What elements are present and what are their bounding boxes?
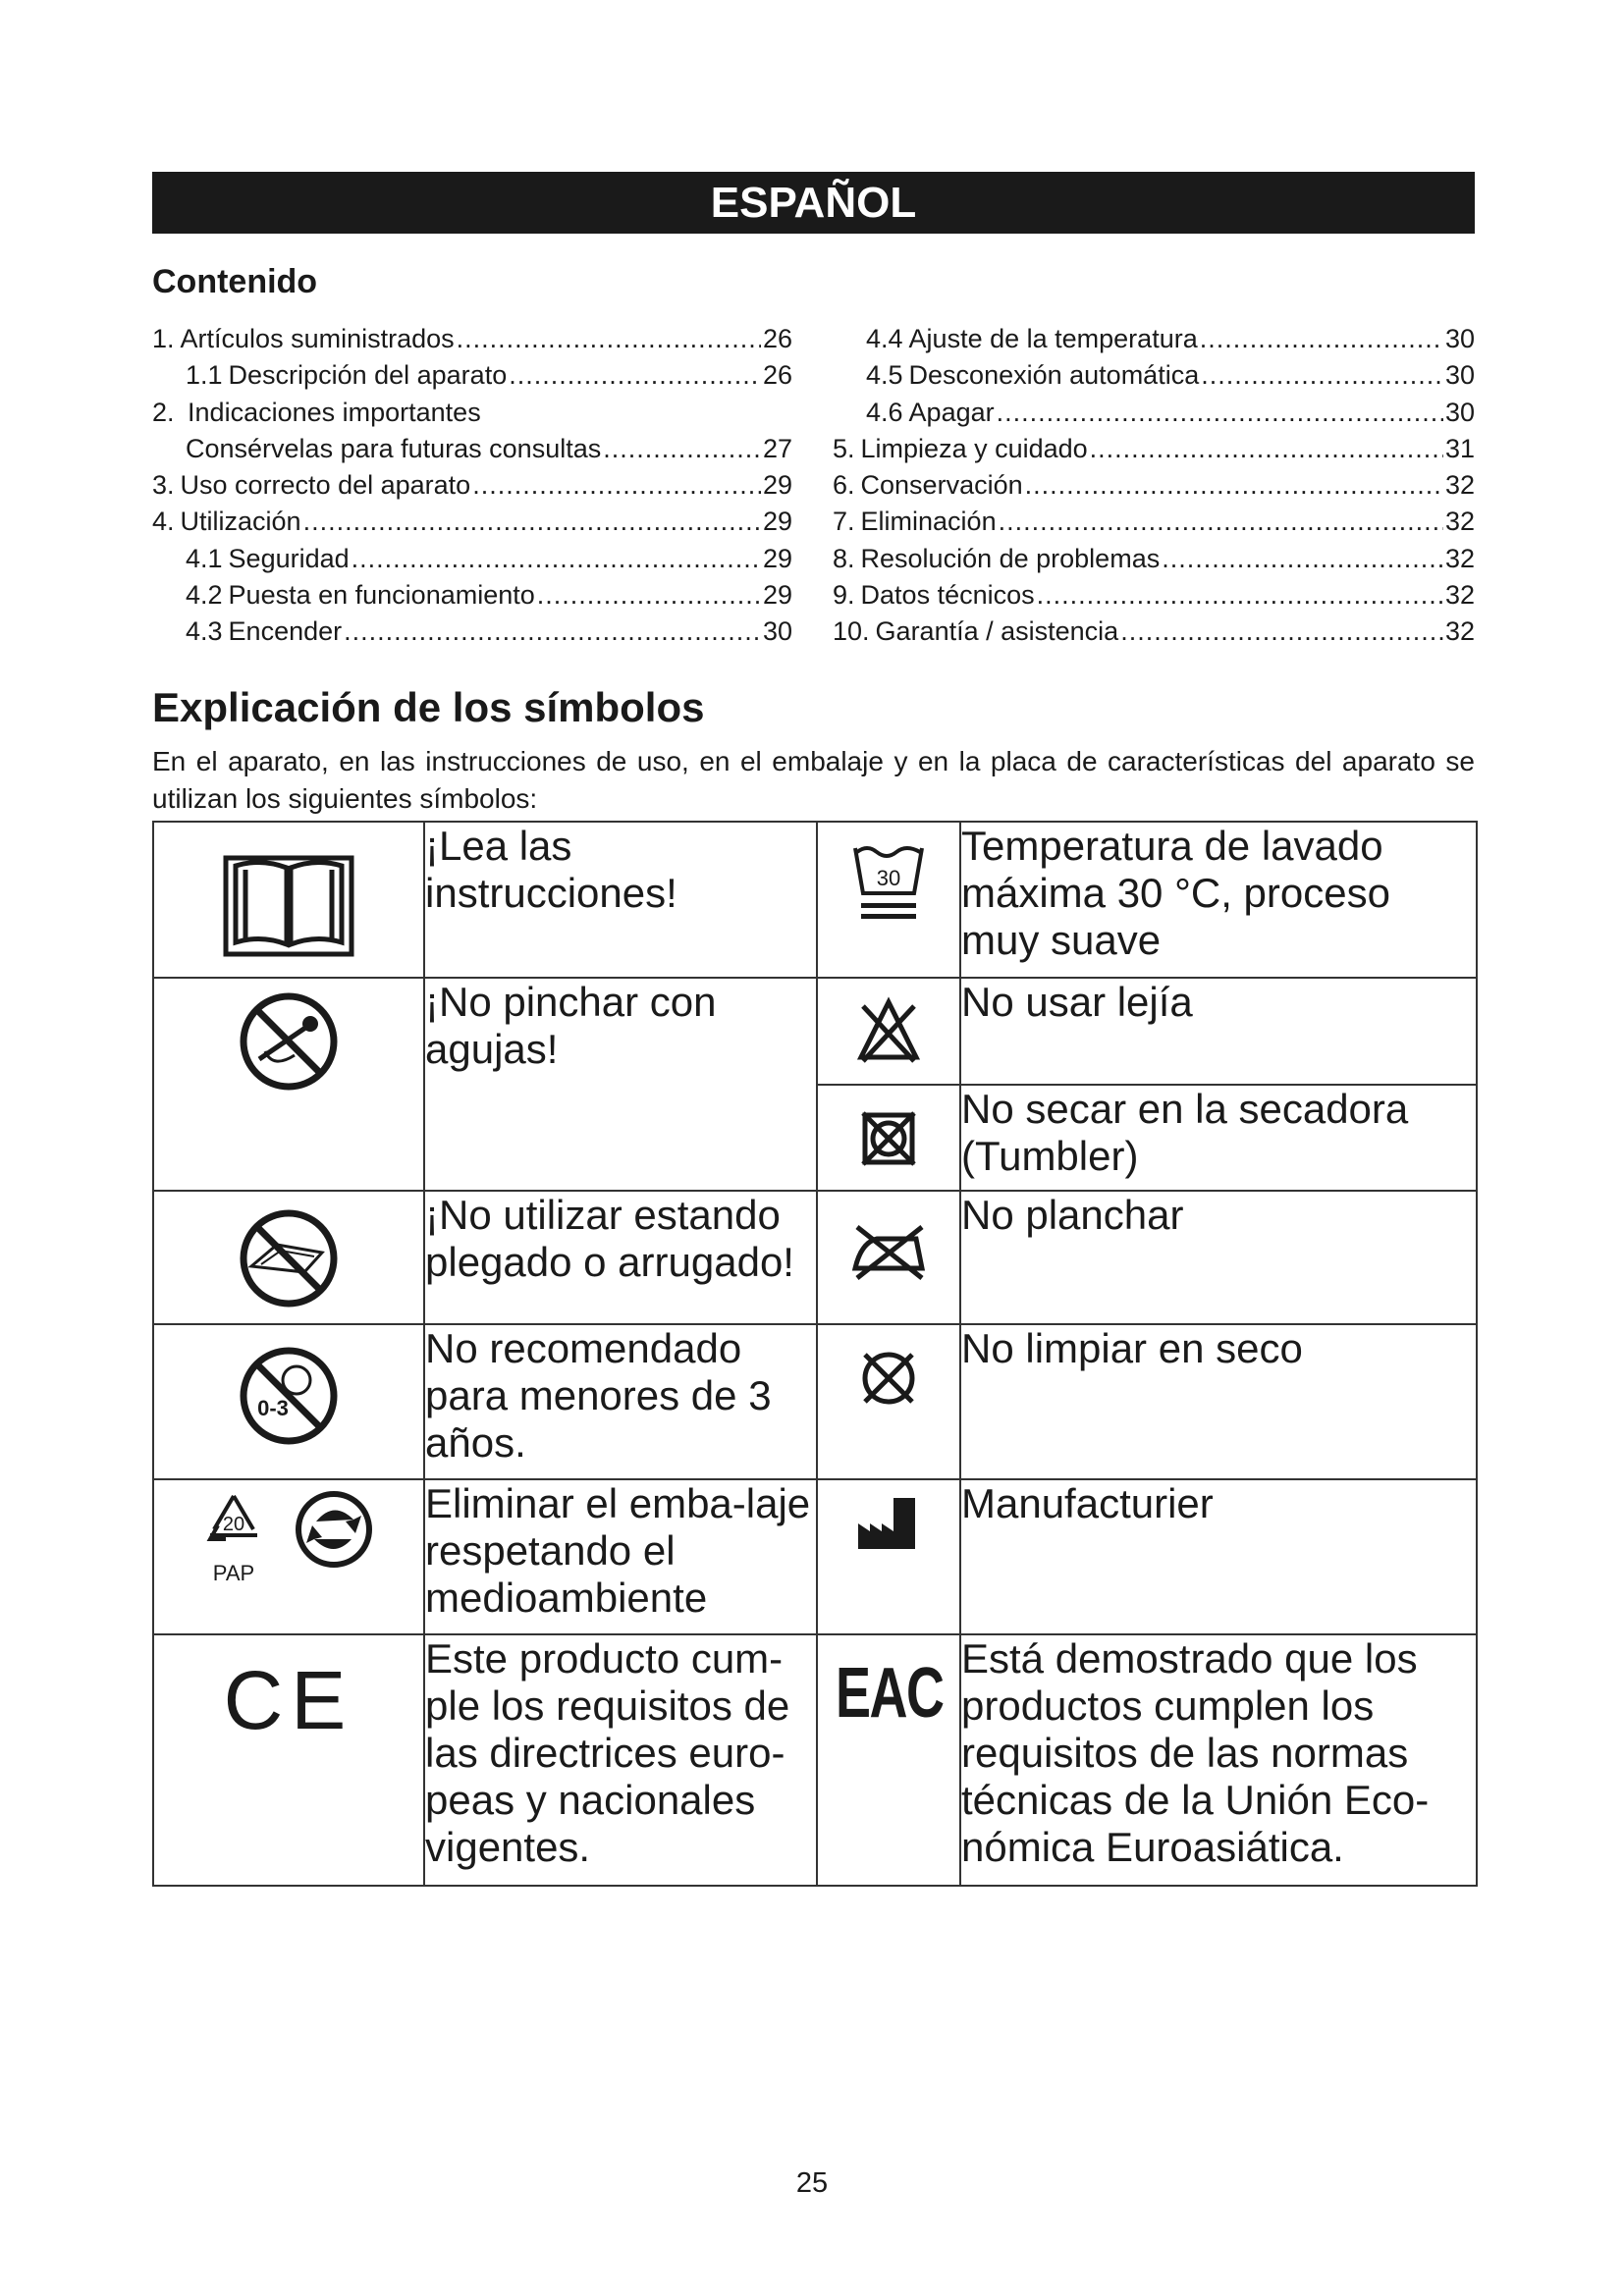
toc-entry xyxy=(152,470,792,507)
page-number: 25 xyxy=(795,2167,829,2199)
toc-entry xyxy=(833,470,1475,507)
toc-leader-dots xyxy=(1090,434,1443,464)
toc-entry-label: Conservación xyxy=(860,470,1023,501)
book-icon xyxy=(222,848,355,958)
toc-entry xyxy=(152,398,792,434)
symbols-table xyxy=(152,821,1478,1887)
toc-leader-dots xyxy=(1201,360,1443,391)
toc-leader-dots xyxy=(344,616,761,647)
toc-entry-label: Utilización xyxy=(180,507,301,537)
wash-30-icon xyxy=(851,838,926,933)
toc-entry-label: Garantía / asistencia xyxy=(875,616,1119,647)
no-iron-icon xyxy=(847,1219,930,1282)
no-tumble-dry-icon xyxy=(857,1107,920,1170)
toc-leader-dots xyxy=(472,470,761,501)
toc-entry-label: Indicaciones importantes xyxy=(180,397,481,427)
toc-entry-label: Seguridad xyxy=(228,543,350,573)
not-under-3-text: No recomendado para menores de 3 años. xyxy=(424,1324,817,1479)
toc-entry-label: Uso correcto del aparato xyxy=(180,470,471,501)
toc-leader-dots xyxy=(999,507,1443,537)
toc-entry-page: 32 xyxy=(1444,470,1475,501)
no-tumble-text: No secar en la secadora (Tumbler) xyxy=(960,1085,1477,1191)
toc-entry-number: 2. xyxy=(152,397,175,427)
svg-text:20: 20 xyxy=(222,1514,245,1535)
toc-entry-label: Desconexión automática xyxy=(908,360,1200,391)
toc-entry xyxy=(152,324,792,360)
toc-leader-dots xyxy=(997,398,1443,428)
symbols-intro: En el aparato, en las instrucciones de uso, en el embalaje y en la placa de características del aparato se utilizan los siguientes símbolos: xyxy=(152,746,1475,814)
toc-entry xyxy=(833,434,1475,470)
toc-leader-dots xyxy=(1120,616,1443,647)
toc-entry-label: Puesta en funcionamiento xyxy=(228,580,535,611)
ce-cell xyxy=(153,1634,424,1886)
wash-30-text: Temperatura de lavado máxima 30 °C, proceso muy suave xyxy=(960,822,1477,978)
toc-entry-number: 4.2 xyxy=(186,580,223,611)
toc-entry-number: 1. xyxy=(152,324,175,353)
toc-leader-dots xyxy=(457,324,761,354)
toc-leader-dots xyxy=(303,507,761,537)
toc-entry-number: 7. xyxy=(833,507,855,537)
toc-left-column xyxy=(152,324,792,654)
toc-entry xyxy=(152,434,792,470)
toc-entry xyxy=(833,324,1475,360)
no-folded-icon xyxy=(238,1207,340,1309)
no-tumble-cell xyxy=(817,1085,960,1191)
toc-entry-page: 32 xyxy=(1444,543,1475,573)
toc-entry-page: 29 xyxy=(762,507,792,537)
toc-entry xyxy=(833,616,1475,653)
eac-text: Está demostrado que los productos cumplen los requisitos de las normas técnicas de la Unión Eco-nómica Euroasiática. xyxy=(960,1634,1477,1886)
toc-entry-label: Descripción del aparato xyxy=(228,360,508,391)
toc-entry-page: 29 xyxy=(762,580,792,611)
toc-entry xyxy=(152,507,792,543)
toc-entry-page: 30 xyxy=(1444,397,1475,427)
toc-entry-page: 30 xyxy=(762,616,792,647)
toc-entry-label: Artículos suministrados xyxy=(180,324,455,353)
toc-entry xyxy=(833,360,1475,397)
not-under-3-icon xyxy=(238,1345,340,1447)
toc-entry-page: 27 xyxy=(762,433,792,463)
toc-entry-number: 4.5 xyxy=(866,360,903,391)
no-dry-clean-cell xyxy=(817,1324,960,1479)
toc-entry xyxy=(833,507,1475,543)
toc-entry-label: Apagar xyxy=(908,397,995,427)
toc-entry-page: 26 xyxy=(762,324,792,353)
toc-entry-number: 5. xyxy=(833,433,855,463)
no-needles-icon xyxy=(238,990,340,1093)
ce-mark: CE xyxy=(223,1654,354,1746)
toc-leader-dots xyxy=(1200,324,1443,354)
no-needles-cell xyxy=(153,978,424,1191)
toc-entry-label: Ajuste de la temperatura xyxy=(908,324,1198,353)
toc-entry-label: Limpieza y cuidado xyxy=(860,433,1088,463)
no-dry-clean-icon xyxy=(857,1347,920,1410)
no-dry-clean-text: No limpiar en seco xyxy=(960,1324,1477,1479)
toc-entry-number: 1.1 xyxy=(186,360,223,391)
toc-entry-number: 4. xyxy=(152,507,175,537)
wash-30-cell xyxy=(817,822,960,978)
toc-entry-number: 4.3 xyxy=(186,616,223,647)
toc-entry-number: 4.6 xyxy=(866,397,903,427)
no-folded-text: ¡No utilizar estando plegado o arrugado! xyxy=(424,1191,817,1324)
toc-entry-label: Encender xyxy=(228,616,343,647)
no-bleach-cell xyxy=(817,978,960,1085)
manufacturer-icon xyxy=(854,1494,923,1553)
toc-entry-label: Datos técnicos xyxy=(860,580,1035,611)
toc-entry-number: 4.4 xyxy=(866,324,903,353)
no-iron-text: No planchar xyxy=(960,1191,1477,1324)
not-under-3-cell xyxy=(153,1324,424,1479)
toc-entry-number: 6. xyxy=(833,470,855,501)
toc-entry-page: 30 xyxy=(1444,324,1475,353)
toc-leader-dots xyxy=(537,580,761,611)
toc-entry-label: Resolución de problemas xyxy=(860,543,1161,573)
toc-entry-page: 32 xyxy=(1444,616,1475,647)
no-needles-text: ¡No pinchar con agujas! xyxy=(424,978,817,1191)
dispose-cell xyxy=(153,1479,424,1634)
read-instructions-text: ¡Lea las instrucciones! xyxy=(424,822,817,978)
toc-entry-number: 4.1 xyxy=(186,543,223,573)
toc-leader-dots xyxy=(1162,544,1443,574)
toc-entry-page: 29 xyxy=(762,543,792,573)
eac-mark: EAC xyxy=(836,1654,944,1733)
no-bleach-icon xyxy=(857,996,920,1067)
toc-entry-number: 9. xyxy=(833,580,855,611)
toc-entry-label: Eliminación xyxy=(860,507,997,537)
ce-text: Este producto cum-ple los requisitos de las directrices euro-peas y nacionales vigentes. xyxy=(424,1634,817,1886)
toc-leader-dots xyxy=(603,434,761,464)
toc-entry-page: 29 xyxy=(762,470,792,501)
toc-leader-dots xyxy=(509,360,761,391)
toc-leader-dots xyxy=(1037,580,1443,611)
toc-entry xyxy=(152,544,792,580)
manufacturer-text: Manufacturier xyxy=(960,1479,1477,1634)
toc-entry xyxy=(833,544,1475,580)
toc-entry xyxy=(833,398,1475,434)
toc-entry-page: 26 xyxy=(762,360,792,391)
toc-right-column xyxy=(833,324,1475,654)
no-iron-cell xyxy=(817,1191,960,1324)
toc-entry-number: 3. xyxy=(152,470,175,501)
toc-entry-number: 8. xyxy=(833,543,855,573)
svg-text:30: 30 xyxy=(876,866,901,890)
contents-title: Contenido xyxy=(152,263,318,300)
toc-leader-dots xyxy=(352,544,761,574)
toc-entry-page: 32 xyxy=(1444,580,1475,611)
toc-entry-label: Consérvelas para futuras consultas xyxy=(186,433,602,463)
eac-cell xyxy=(817,1634,960,1886)
book-cell xyxy=(153,822,424,978)
no-folded-cell xyxy=(153,1191,424,1324)
toc-entry xyxy=(152,580,792,616)
svg-text:0-3: 0-3 xyxy=(257,1396,289,1420)
recycling-icon xyxy=(190,1486,387,1604)
toc-entry-number: 10. xyxy=(833,616,870,647)
toc-entry-page: 32 xyxy=(1444,507,1475,537)
svg-text:PAP: PAP xyxy=(212,1561,255,1585)
symbols-title: Explicación de los símbolos xyxy=(152,684,705,730)
manufacturer-cell xyxy=(817,1479,960,1634)
toc-entry-page: 30 xyxy=(1444,360,1475,391)
toc-entry xyxy=(152,360,792,397)
toc-leader-dots xyxy=(1025,470,1443,501)
no-bleach-text: No usar lejía xyxy=(960,978,1477,1085)
language-banner: ESPAÑOL xyxy=(152,172,1475,234)
toc-entry xyxy=(152,616,792,653)
toc-entry-page: 31 xyxy=(1444,433,1475,463)
dispose-text: Eliminar el emba-laje respetando el medioambiente xyxy=(424,1479,817,1634)
toc-entry xyxy=(833,580,1475,616)
